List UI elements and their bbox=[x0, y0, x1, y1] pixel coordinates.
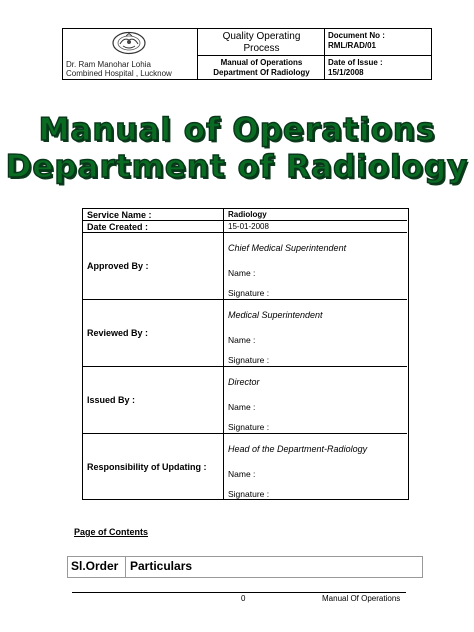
quality-process-title bbox=[198, 29, 325, 56]
issued-by-label-cell bbox=[83, 367, 224, 433]
qop-line2: Process bbox=[243, 43, 280, 54]
contents-col-particulars: Particulars bbox=[130, 559, 193, 573]
reviewed-by-signature-field: Signature : bbox=[228, 355, 270, 365]
issued-by-value-cell bbox=[224, 367, 407, 433]
service-name-value: Radiology bbox=[228, 210, 267, 219]
contents-col-order: Sl.Order bbox=[68, 557, 126, 577]
service-name-label-cell bbox=[83, 209, 224, 220]
service-name-value-cell bbox=[224, 209, 407, 220]
header-logo-cell bbox=[63, 29, 198, 79]
header-document-cell bbox=[325, 29, 431, 79]
service-name-label: Service Name : bbox=[87, 210, 152, 220]
document-info-table bbox=[82, 208, 409, 500]
approved-by-value-cell bbox=[224, 233, 407, 299]
responsibility-name-field: Name : bbox=[228, 469, 256, 479]
responsibility-role: Head of the Department-Radiology bbox=[228, 444, 368, 454]
reviewed-by-role: Medical Superintendent bbox=[228, 310, 323, 320]
contents-heading: Page of Contents bbox=[74, 527, 149, 537]
responsibility-label: Responsibility of Updating : bbox=[87, 462, 207, 472]
issued-by-signature-field: Signature : bbox=[228, 422, 270, 432]
approved-by-name-field: Name : bbox=[228, 268, 256, 278]
footer-rule bbox=[72, 592, 406, 593]
document-header bbox=[62, 28, 432, 80]
issued-by-name-field: Name : bbox=[228, 402, 256, 412]
manual-title-line1: Manual of Operations bbox=[38, 112, 436, 148]
date-created-row bbox=[83, 221, 407, 233]
document-number-value: RML/RAD/01 bbox=[328, 41, 377, 50]
approved-by-label: Approved By : bbox=[87, 261, 149, 271]
date-created-label: Date Created : bbox=[87, 222, 149, 232]
org-name-line2: Combined Hospital , Lucknow bbox=[66, 69, 172, 78]
reviewed-by-label-cell bbox=[83, 300, 224, 366]
qop-line1: Quality Operating bbox=[222, 31, 301, 42]
issued-by-role: Director bbox=[228, 377, 260, 387]
header-process-cell bbox=[198, 29, 325, 79]
approved-by-label-cell bbox=[83, 233, 224, 299]
manual-title-line2: Department of Radiology bbox=[5, 149, 469, 185]
issued-by-row bbox=[83, 367, 407, 434]
document-number bbox=[325, 29, 431, 56]
reviewed-by-label: Reviewed By : bbox=[87, 328, 149, 338]
date-of-issue-value: 15/1/2008 bbox=[328, 68, 364, 77]
reviewed-by-row bbox=[83, 300, 407, 367]
government-emblem-icon bbox=[111, 31, 147, 55]
contents-table bbox=[67, 556, 423, 578]
manual-subtitle bbox=[198, 56, 325, 79]
footer-doc-title: Manual Of Operations bbox=[322, 594, 401, 603]
qop-sub-line2: Department Of Radiology bbox=[213, 68, 310, 77]
reviewed-by-name-field: Name : bbox=[228, 335, 256, 345]
approved-by-role: Chief Medical Superintendent bbox=[228, 243, 347, 253]
responsibility-signature-field: Signature : bbox=[228, 489, 270, 499]
date-of-issue-label: Date of Issue : bbox=[328, 58, 383, 67]
approved-by-row bbox=[83, 233, 407, 300]
qop-sub-line1: Manual of Operations bbox=[220, 58, 303, 67]
reviewed-by-value-cell bbox=[224, 300, 407, 366]
issued-by-label: Issued By : bbox=[87, 395, 136, 405]
approved-by-signature-field: Signature : bbox=[228, 288, 270, 298]
date-created-value-cell bbox=[224, 221, 407, 232]
org-name-line1: Dr. Ram Manohar Lohia bbox=[66, 60, 151, 69]
service-name-row bbox=[83, 209, 407, 221]
document-number-label: Document No : bbox=[328, 31, 385, 40]
responsibility-label-cell bbox=[83, 434, 224, 499]
date-created-value: 15-01-2008 bbox=[228, 222, 269, 231]
footer-page-number: 0 bbox=[241, 594, 246, 603]
date-of-issue bbox=[325, 56, 431, 79]
date-created-label-cell bbox=[83, 221, 224, 232]
responsibility-value-cell bbox=[224, 434, 407, 499]
responsibility-row bbox=[83, 434, 407, 499]
